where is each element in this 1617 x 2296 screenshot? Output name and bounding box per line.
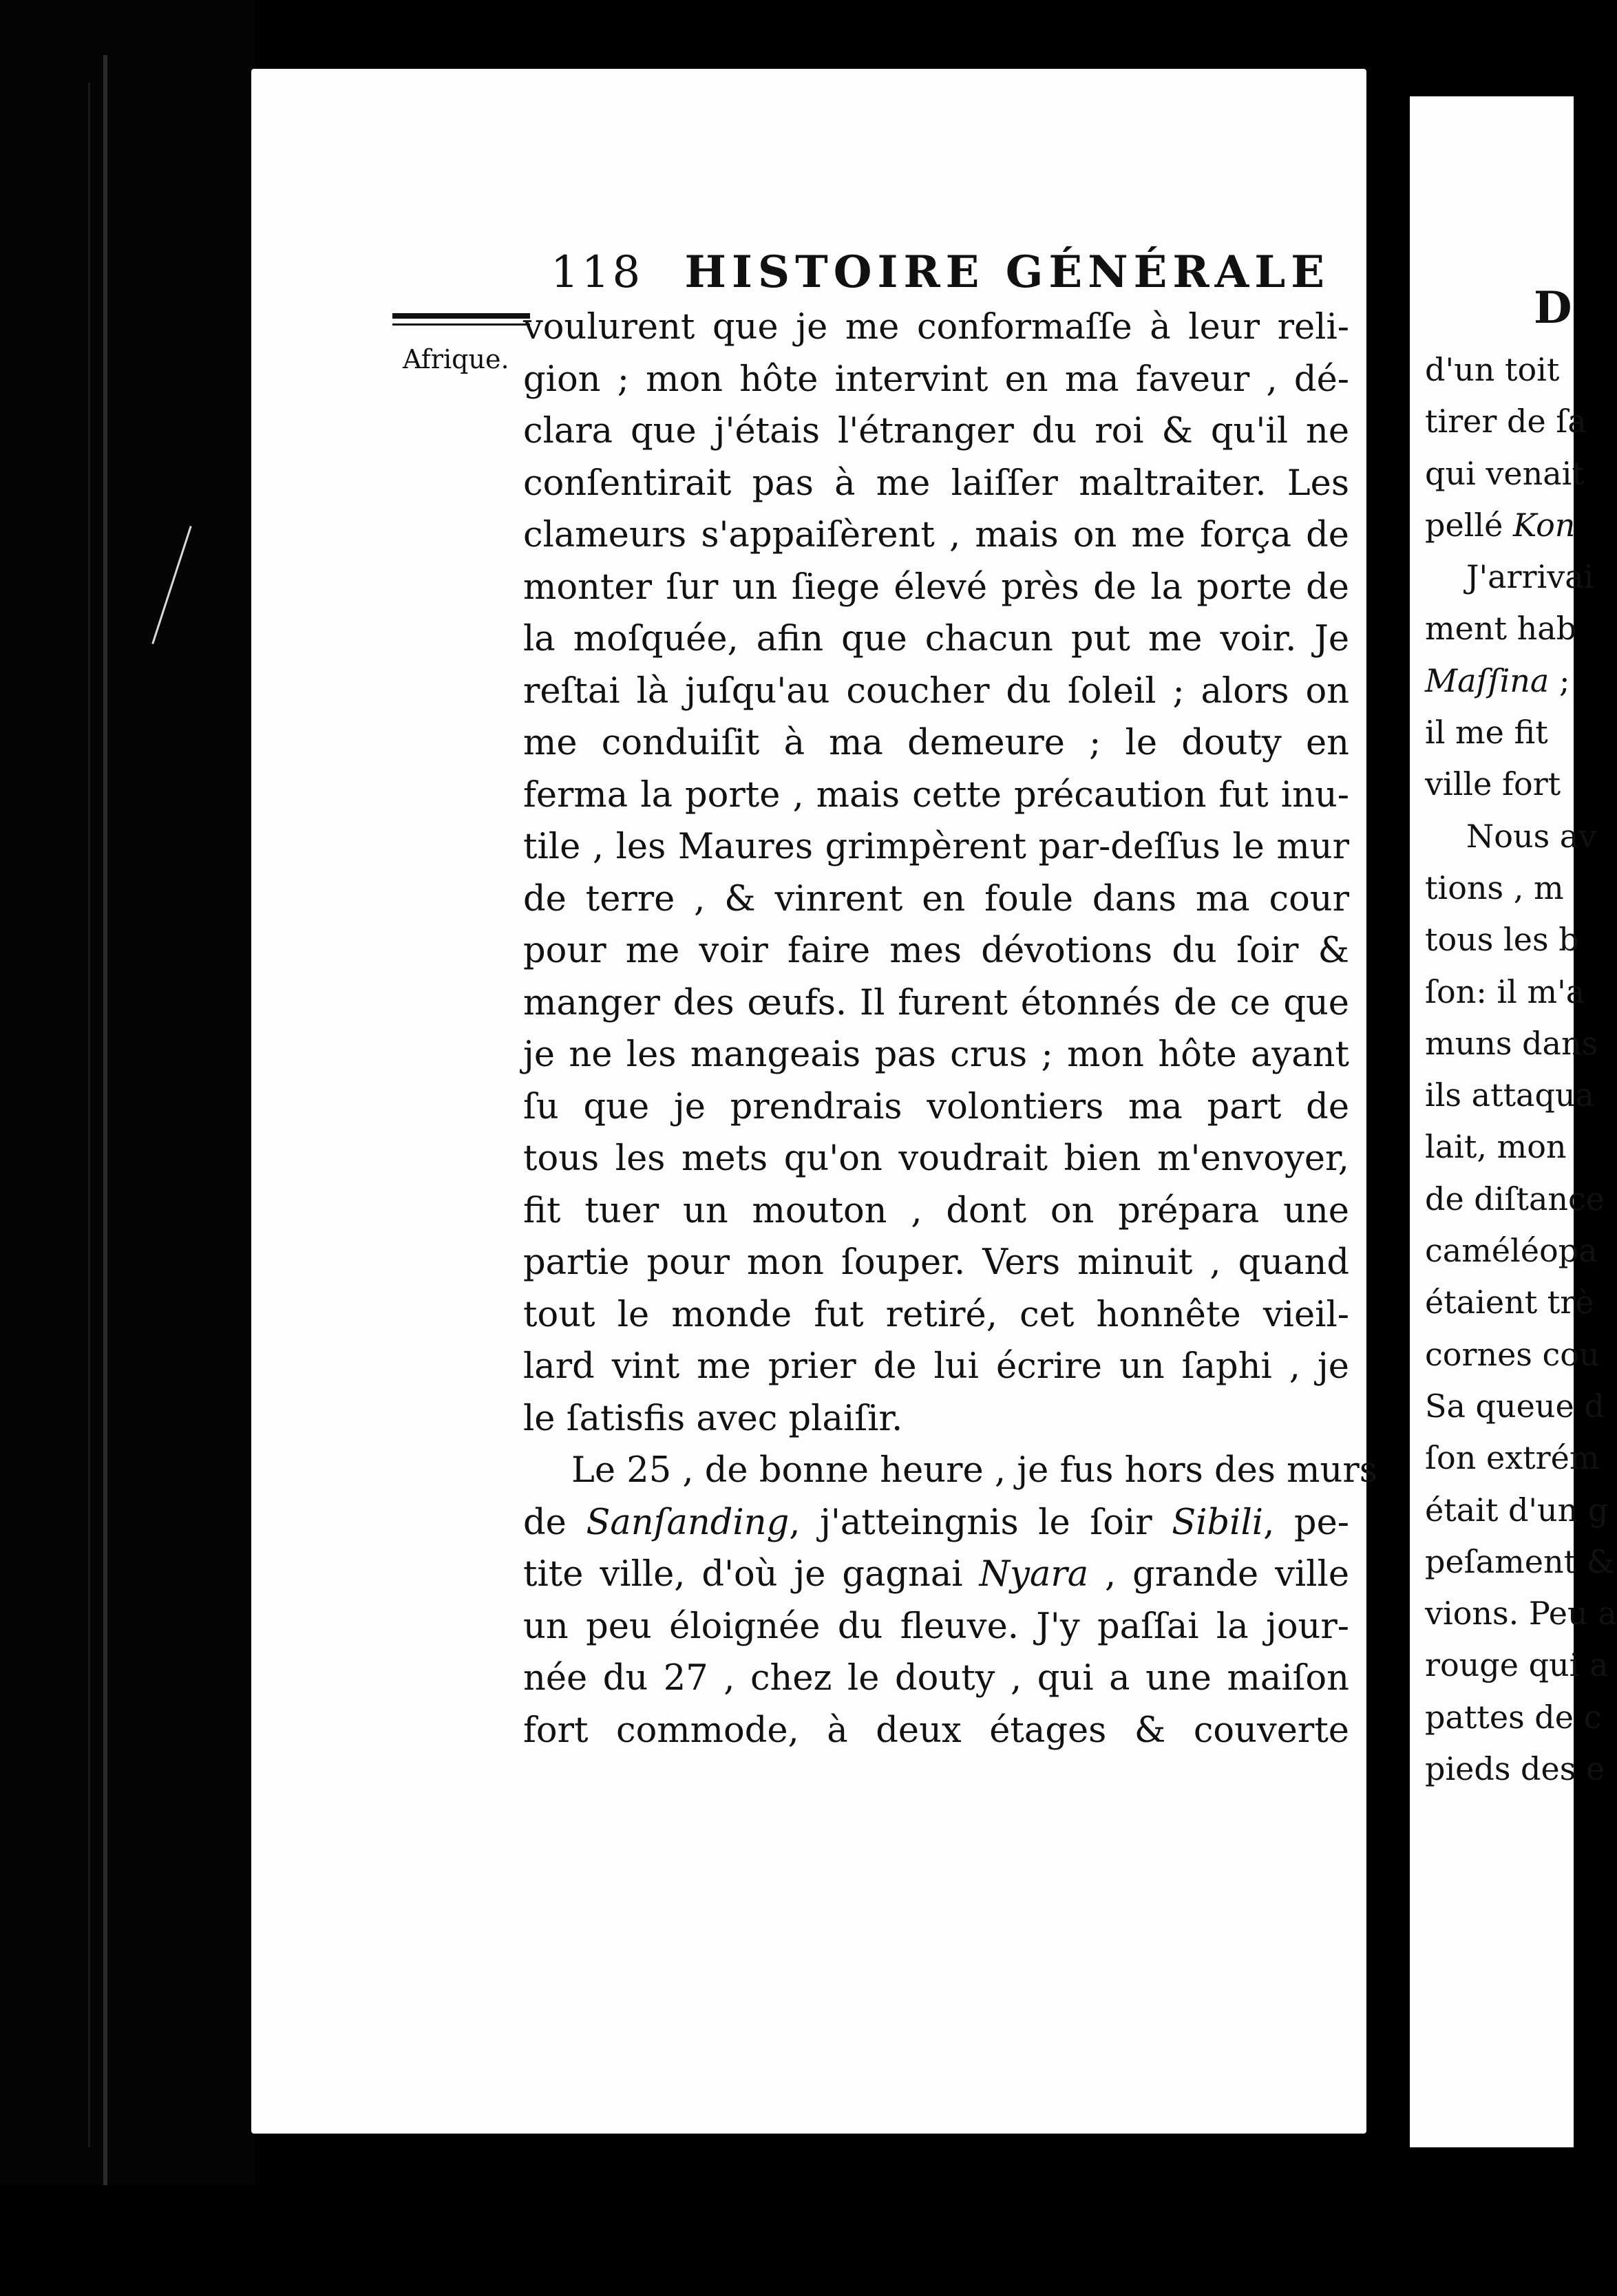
text-run: ils attaqua — [1425, 1076, 1594, 1114]
text-line — [1425, 1692, 1604, 1743]
scan-scratch — [151, 526, 191, 644]
text-line — [1425, 500, 1604, 551]
text-line — [1425, 707, 1604, 758]
text-line — [523, 1393, 1349, 1445]
text-line — [1425, 1277, 1604, 1328]
text-line — [523, 821, 1349, 873]
text-run: peſament & — [1425, 1542, 1615, 1580]
text-line — [1425, 1588, 1617, 1639]
text-run: clameurs s'appaiſèrent , mais on me força de — [523, 515, 1349, 555]
text-run: cornes cou — [1425, 1335, 1600, 1373]
binding-edge — [103, 55, 107, 2230]
scan-bottom-border — [0, 2185, 1574, 2296]
text-line — [1425, 1432, 1604, 1484]
text-run: monter ſur un ſiege élevé près de la porte de — [523, 566, 1349, 608]
text-run: tite ville, d'où je gagnai — [523, 1554, 980, 1595]
text-run: de diſtance — [1425, 1180, 1605, 1218]
text-line — [523, 977, 1349, 1030]
text-run: muns dans — [1425, 1024, 1598, 1062]
text-run: il me fit — [1425, 714, 1548, 752]
text-line — [523, 1549, 1349, 1601]
text-run: ; — [1549, 661, 1570, 699]
text-run: fit tuer un mouton , dont on prépara une — [523, 1190, 1349, 1231]
text-run: clara que j'étais l'étranger du roi & qu'il ne — [523, 411, 1349, 451]
text-line — [1425, 811, 1604, 862]
text-line — [1425, 448, 1604, 500]
text-line — [523, 301, 1349, 354]
text-run: ville fort — [1425, 765, 1561, 803]
text-run: ment hab — [1425, 610, 1577, 648]
text-line — [523, 1237, 1349, 1289]
text-run: J'arrivai — [1466, 558, 1594, 596]
text-run: étaient trè — [1425, 1284, 1594, 1321]
text-run: ferma la porte , mais cette précaution fut inu- — [523, 774, 1349, 816]
text-line — [1425, 1639, 1609, 1691]
text-run: née du 27 , chez le douty , qui a une maiſon — [523, 1658, 1349, 1699]
text-run: gion ; mon hôte intervint en ma faveur , dé- — [523, 359, 1349, 400]
text-line — [1425, 1743, 1604, 1795]
text-run: la moſquée, afin que chacun put me voir. Je — [523, 619, 1349, 659]
text-line — [1425, 655, 1604, 707]
text-run: le ſatisfis avec plaiſir. — [523, 1398, 903, 1439]
running-title: HISTOIRE GÉNÉRALE — [684, 246, 1331, 298]
text-run: tions , m — [1425, 869, 1564, 906]
italic-place-name: Maſſina — [1425, 661, 1550, 699]
text-line — [523, 1081, 1349, 1134]
running-header — [551, 246, 1331, 298]
page-gutter — [1366, 69, 1410, 2202]
margin-note: Afrique. — [403, 344, 509, 374]
text-line — [523, 873, 1349, 926]
text-line — [523, 562, 1349, 614]
text-line — [523, 1029, 1349, 1081]
text-line — [1425, 1225, 1604, 1277]
text-line — [1425, 1381, 1604, 1432]
text-run: fort commode, à deux étages & couverte — [523, 1710, 1349, 1751]
book-binding — [0, 0, 255, 2296]
text-line — [523, 613, 1349, 666]
binding-edge — [88, 83, 90, 2147]
text-run: reſtai là juſqu'au coucher du ſoleil ; alors on — [523, 670, 1349, 712]
text-run: qui venait — [1425, 454, 1585, 492]
text-line — [1425, 1329, 1604, 1381]
text-line — [1425, 396, 1604, 447]
text-run: ſon: il m'a — [1425, 972, 1585, 1010]
text-line — [523, 769, 1349, 822]
text-line — [523, 925, 1349, 977]
text-run: rouge qui a — [1425, 1646, 1609, 1684]
text-run: de — [523, 1502, 586, 1543]
text-run: vions. Peu a — [1425, 1595, 1617, 1633]
text-run: , pe- — [1263, 1502, 1349, 1543]
text-run: tirer de ſa — [1425, 403, 1587, 440]
text-run: pieds des e — [1425, 1750, 1605, 1788]
text-run: Nous av — [1466, 817, 1597, 855]
text-run: conſentirait pas à me laiſſer maltraiter. Les — [523, 463, 1349, 504]
text-line — [523, 1497, 1349, 1549]
text-line — [1425, 1485, 1609, 1536]
text-line — [523, 1652, 1349, 1705]
text-line — [523, 1289, 1349, 1341]
text-run: lait, mon — [1425, 1128, 1567, 1166]
text-line — [523, 1341, 1349, 1393]
text-run: tous les mets qu'on voudrait bien m'envoyer, — [523, 1138, 1349, 1179]
text-line — [1425, 1070, 1604, 1121]
text-line — [523, 509, 1349, 562]
text-line — [523, 1601, 1349, 1653]
margin-rule — [392, 313, 530, 319]
text-run: , grande ville — [1088, 1554, 1349, 1595]
text-run: je ne les mangeais pas crus ; mon hôte ayant — [523, 1034, 1349, 1075]
text-run: voulurent que je me conformaſſe à leur reli- — [523, 307, 1349, 348]
text-line — [1425, 1173, 1604, 1225]
text-line — [523, 405, 1349, 458]
text-run: manger des œufs. Il furent étonnés de ce que — [523, 982, 1349, 1023]
italic-place-name: Sibili — [1172, 1502, 1264, 1543]
text-run: tous les b — [1425, 921, 1579, 959]
text-line — [523, 458, 1349, 510]
italic-place-name: Sanſanding — [586, 1502, 790, 1543]
italic-place-name: Kon — [1512, 506, 1576, 544]
text-line — [523, 1185, 1349, 1237]
text-run: Sa queue d — [1425, 1387, 1605, 1425]
text-run: pellé — [1425, 506, 1513, 544]
text-line — [1425, 862, 1604, 914]
text-line — [1425, 1018, 1604, 1070]
right-page-header: D — [1534, 282, 1572, 334]
text-run: tout le monde fut retiré, cet honnête vieil- — [523, 1294, 1349, 1335]
text-run: tile , les Maures grimpèrent par-deſſus le mur — [523, 827, 1349, 867]
text-run: ſu que je prendrais volontiers ma part de — [523, 1086, 1349, 1127]
text-run: caméléopa — [1425, 1232, 1598, 1270]
text-line — [1425, 1121, 1604, 1173]
text-run: un peu éloignée du fleuve. J'y paſſai la jour- — [523, 1606, 1349, 1647]
text-line — [523, 354, 1349, 406]
text-run: d'un toit — [1425, 351, 1560, 388]
text-run: était d'un g — [1425, 1491, 1609, 1529]
text-line — [1425, 758, 1604, 810]
text-line — [523, 666, 1349, 718]
text-run: de terre , & vinrent en foule dans ma cour — [523, 878, 1349, 920]
body-text — [523, 301, 1377, 1756]
text-line — [523, 1133, 1349, 1185]
right-page-text — [1425, 344, 1617, 1795]
text-run: ſon extrém — [1425, 1439, 1600, 1477]
right-page — [1410, 96, 1617, 2147]
text-line — [1425, 344, 1604, 396]
text-run: pour me voir faire mes dévotions du ſoir & — [523, 931, 1349, 971]
text-run: partie pour mon ſouper. Vers minuit , quand — [523, 1242, 1349, 1283]
text-line — [523, 717, 1349, 769]
text-line — [1425, 966, 1604, 1018]
italic-place-name: Nyara — [979, 1554, 1089, 1595]
text-line — [1425, 1536, 1615, 1588]
text-line — [523, 1705, 1349, 1757]
text-line — [1425, 603, 1604, 655]
text-line — [1425, 914, 1604, 966]
text-run: pattes de c — [1425, 1698, 1602, 1736]
text-run: Le 25 , de bonne heure , je fus hors des murs — [571, 1450, 1377, 1491]
text-run: lard vint me prier de lui écrire un ſaphi , je — [523, 1346, 1349, 1387]
text-run: , j'atteingnis le ſoir — [789, 1502, 1172, 1543]
page-number: 118 — [551, 247, 644, 298]
text-line — [1425, 551, 1604, 603]
margin-rule — [392, 323, 530, 326]
text-run: me conduiſit à ma demeure ; le douty en — [523, 723, 1349, 763]
text-line — [523, 1445, 1377, 1497]
